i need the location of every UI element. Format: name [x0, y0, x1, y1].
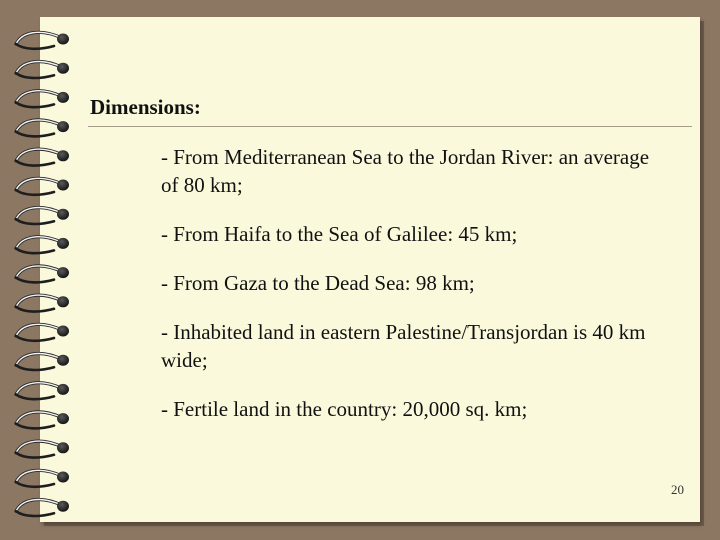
spiral-ring — [16, 178, 69, 194]
spiral-ring — [16, 441, 69, 457]
spiral-ring — [16, 91, 69, 107]
spiral-ring — [16, 354, 69, 370]
spiral-ring — [16, 266, 69, 282]
page-number: 20 — [671, 482, 684, 497]
slide-page — [40, 17, 700, 522]
spiral-ring — [16, 149, 69, 165]
bullet-item: - From Gaza to the Dead Sea: 98 km; — [161, 271, 475, 295]
spiral-ring — [16, 237, 69, 253]
spiral-ring — [16, 500, 69, 516]
spiral-binding-icon — [0, 0, 80, 540]
spiral-ring — [16, 32, 69, 48]
slide-title: Dimensions: — [90, 95, 201, 119]
spiral-ring — [16, 470, 69, 486]
spiral-ring — [16, 62, 69, 78]
bullet-item: - Inhabited land in eastern Palestine/Transjordan is 40 km wide; — [161, 320, 646, 372]
spiral-ring — [16, 324, 69, 340]
bullet-list — [161, 143, 661, 444]
bullet-item: - From Haifa to the Sea of Galilee: 45 km; — [161, 222, 518, 246]
bullet-item: - Fertile land in the country: 20,000 sq. km; — [161, 397, 528, 421]
spiral-ring — [16, 295, 69, 311]
spiral-ring — [16, 120, 69, 136]
title-divider — [88, 126, 692, 127]
spiral-ring — [16, 383, 69, 399]
spiral-ring — [16, 412, 69, 428]
bullet-item: - From Mediterranean Sea to the Jordan River: an average of 80 km; — [161, 145, 650, 197]
spiral-ring — [16, 208, 69, 224]
